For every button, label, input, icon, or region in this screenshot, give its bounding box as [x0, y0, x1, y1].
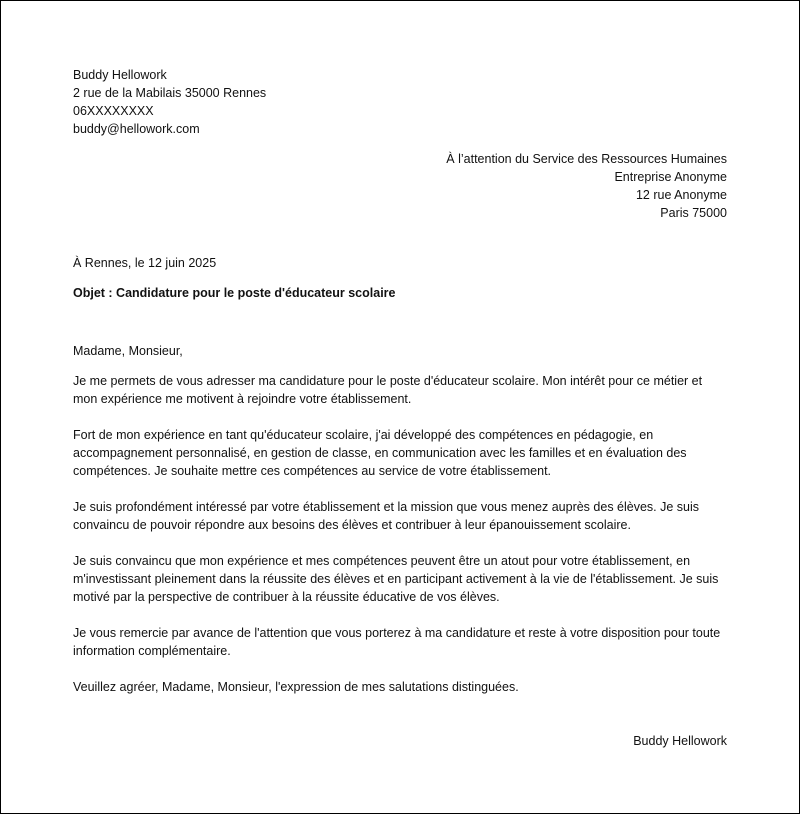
- sender-name: Buddy Hellowork: [73, 68, 167, 82]
- body-paragraph: Je vous remercie par avance de l'attention que vous porterez à ma candidature et reste à votre disposition pour toute information complémentaire.: [73, 626, 721, 658]
- recipient-company: Entreprise Anonyme: [614, 170, 727, 184]
- sender-email: buddy@hellowork.com: [73, 122, 200, 136]
- recipient-street: 12 rue Anonyme: [635, 188, 727, 202]
- recipient-attention: À l’attention du Service des Ressources Humaines: [446, 152, 727, 166]
- sender-phone: 06XXXXXXXX: [73, 104, 154, 118]
- closing-formula: Veuillez agréer, Madame, Monsieur, l'expression de mes salutations distinguées.: [73, 680, 519, 694]
- subject-line: Objet : Candidature pour le poste d'éducateur scolaire: [73, 286, 396, 300]
- letter-body: [73, 372, 729, 678]
- body-paragraph: Fort de mon expérience en tant qu'éducateur scolaire, j'ai développé des compétences en pédagogie, en accompagnement personnalisé, en gestion de classe, en communication avec les familles et en évaluation des compétences. Je souhaite mettre ces compétences au service de votre établissement.: [73, 428, 687, 478]
- body-paragraph: Je suis convaincu que mon expérience et mes compétences peuvent être un atout pour votre établissement, en m'investissant pleinement dans la réussite des élèves et en participant activement à la vie de l'établissement. Je suis motivé par la perspective de contribuer à la réussite éducative de vos élèves.: [73, 554, 719, 604]
- signature: Buddy Hellowork: [633, 734, 727, 748]
- greeting: Madame, Monsieur,: [73, 344, 183, 358]
- sender-block: [73, 66, 266, 138]
- recipient-block: [446, 150, 727, 222]
- recipient-city: Paris 75000: [660, 206, 727, 220]
- sender-address: 2 rue de la Mabilais 35000 Rennes: [73, 86, 267, 100]
- body-paragraph: Je suis profondément intéressé par votre établissement et la mission que vous menez auprès des élèves. Je suis convaincu de pouvoir répondre aux besoins des élèves et contribuer à leur épanouissement scolaire.: [73, 500, 700, 532]
- body-paragraph: Je me permets de vous adresser ma candidature pour le poste d'éducateur scolaire. Mon intérêt pour ce métier et mon expérience me motivent à rejoindre votre établissement.: [73, 374, 703, 406]
- date-line: À Rennes, le 12 juin 2025: [73, 256, 217, 270]
